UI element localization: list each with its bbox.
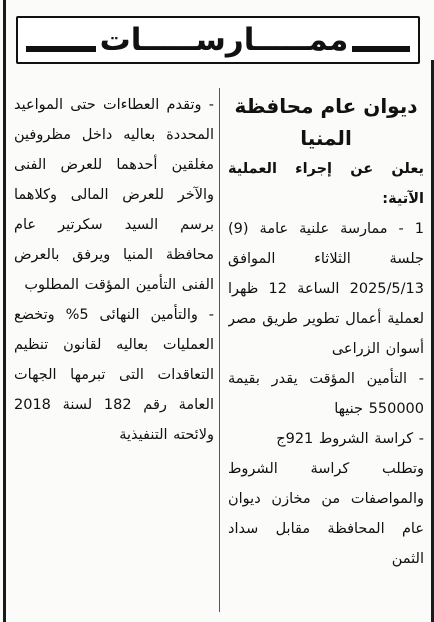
conditions-booklet-price: - كراسة الشروط 921ج bbox=[276, 431, 424, 447]
right-column bbox=[228, 90, 424, 618]
section-header bbox=[16, 16, 420, 64]
announcement-intro: يعلن عن إجراء العملية الآتية: bbox=[228, 161, 424, 207]
column-divider bbox=[219, 88, 220, 612]
tender-details: 1 - ممارسة علنية عامة (9) جلسة الثلاثاء الموافق 2025/5/13 الساعة 12 ظهرا لعملية أعمال تطوير طريق مصر أسوان الزراعى bbox=[228, 221, 424, 357]
page-edge-left bbox=[3, 0, 6, 622]
temporary-insurance: - التأمين المؤقت يقدر بقيمة 550000 جنيها bbox=[228, 371, 424, 417]
bids-submission-info: - وتقدم العطاءات حتى المواعيد المحددة بعاليه داخل مظروفين مغلقين أحدهما للعرض الفنى والآخر للعرض المالى وكلاهما برسم السيد سكرتير عام محافظة المنيا ويرفق بالعرض الفنى التأمين المؤقت المطلوب bbox=[14, 97, 214, 293]
announcer-title-line2: المنيا bbox=[300, 126, 352, 150]
final-insurance-info: - والتأمين النهائى 5% وتخضع العمليات بعاليه لقانون تنظيم التعاقدات التى تبرمها الجهات العامة رقم 182 لسنة 2018 ولائحته التنفيذية bbox=[14, 307, 214, 443]
left-column bbox=[14, 90, 214, 618]
section-title: ممـــــارســـــات bbox=[46, 20, 402, 60]
booklet-request-info: وتطلب كراسة الشروط والمواصفات من مخازن ديوان عام المحافظة مقابل سداد الثمن bbox=[228, 461, 424, 567]
announcer-title-line1: ديوان عام محافظة bbox=[234, 94, 418, 118]
